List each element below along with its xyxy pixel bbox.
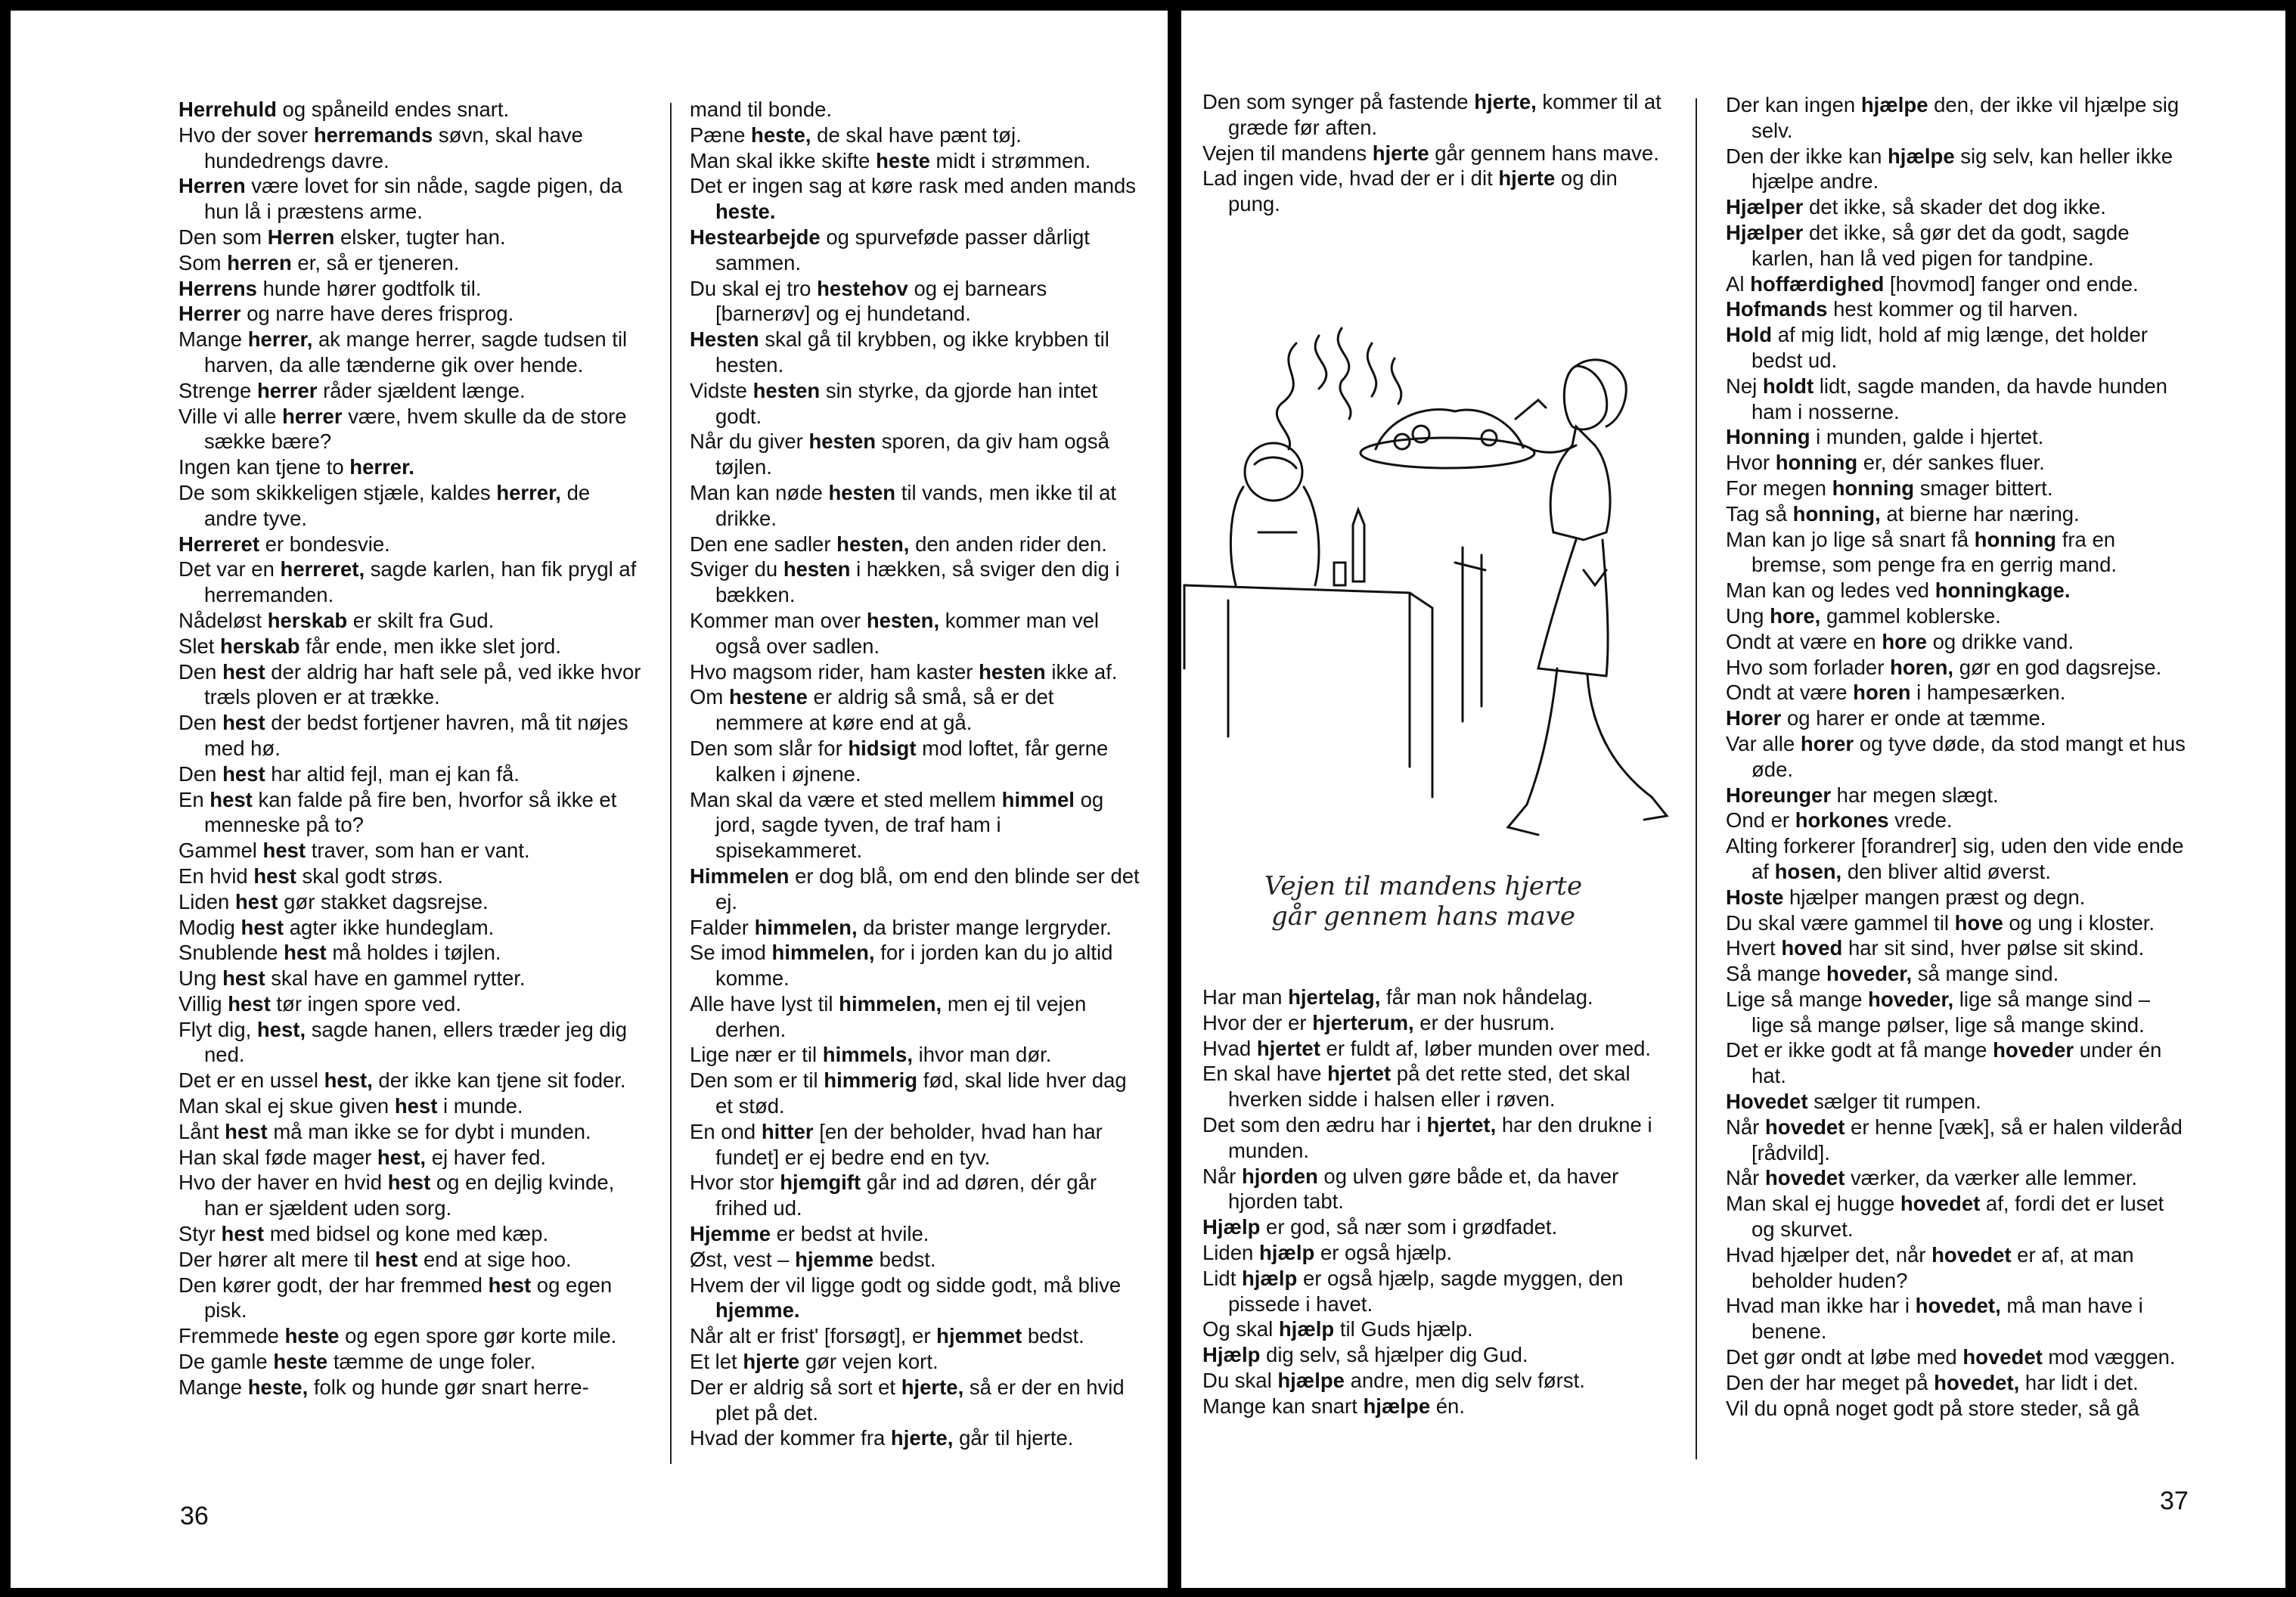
proverb-entry: Slet herskab får ende, men ikke slet jord. [178, 634, 561, 658]
proverb-entry: Den der har meget på hovedet, har lidt i det. [1726, 1370, 2139, 1394]
proverb-entry: Når du giver hesten sporen, da giv ham også tøjlen. [690, 429, 1109, 479]
proverb-entry: Hvad hjertet er fuldt af, løber munden over med. [1202, 1036, 1652, 1060]
proverb-entry: Herrer og narre have deres frisprog. [178, 302, 514, 326]
proverb-entry: Lidt hjælp er også hjælp, sagde myggen, den pissede i havet. [1202, 1266, 1624, 1316]
proverb-entry: Den ene sadler hesten, den anden rider den. [690, 532, 1107, 556]
proverb-entry: Pæne heste, de skal have pænt tøj. [690, 122, 1022, 147]
proverb-entry: Den som Herren elsker, tugter han. [178, 225, 506, 249]
proverb-entry: En skal have hjertet på det rette sted, det skal hverken sidde i halsen eller i røven. [1202, 1062, 1630, 1112]
left-page-column-1 [178, 97, 641, 1400]
page-number: 37 [2160, 1487, 2189, 1515]
proverb-entry: Nej holdt lidt, sagde manden, da havde hunden ham i nosserne. [1726, 374, 2167, 423]
proverb-entry: Hvem der vil ligge godt og sidde godt, må blive hjemme. [690, 1273, 1122, 1323]
proverb-entry: Den som er til himmerig fød, skal lide hver dag et stød. [690, 1068, 1127, 1118]
proverb-entry: Hvad man ikke har i hovedet, må man have i benene. [1726, 1294, 2143, 1344]
proverb-entry: Det er ikke godt at få mange hoveder under én hat. [1726, 1038, 2162, 1088]
proverb-entry: Hvo der sover herremands søvn, skal have hundedrengs davre. [178, 122, 583, 172]
proverb-entry: Den hest der aldrig har haft sele på, ved ikke hvor træls ploven er at trække. [178, 659, 641, 709]
proverb-entry: Liden hjælp er også hjælp. [1202, 1240, 1453, 1264]
proverb-entry: Har man hjertelag, får man nok håndelag. [1202, 985, 1593, 1009]
right-page-column-1-bottom [1202, 985, 1665, 1419]
proverb-entry: Man skal ej hugge hovedet af, fordi det er luset og skurvet. [1726, 1192, 2164, 1242]
proverb-entry: Det er ingen sag at køre rask med anden mands heste. [690, 174, 1137, 224]
proverb-entry: Ville vi alle herrer være, hvem skulle da de store sække bære? [178, 404, 627, 454]
proverb-entry: Hovedet sælger tit rumpen. [1726, 1090, 1981, 1114]
proverb-entry: Horer og harer er onde at tæmme. [1726, 706, 2046, 730]
proverb-entry: Hjælper det ikke, så skader det dog ikke. [1726, 195, 2106, 219]
proverb-entry: Den der ikke kan hjælpe sig selv, kan heller ikke hjælpe andre. [1726, 144, 2173, 194]
proverb-entry: Du skal være gammel til hove og ung i kloster. [1726, 910, 2155, 935]
proverb-entry: Et let hjerte gør vejen kort. [690, 1350, 939, 1374]
proverb-entry: Nådeløst herskab er skilt fra Gud. [178, 608, 495, 632]
proverb-entry: Det som den ædru har i hjertet, har den drukne i munden. [1202, 1112, 1652, 1162]
proverb-entry: Når hjorden og ulven gøre både et, da haver hjorden tabt. [1202, 1164, 1619, 1214]
proverb-entry: Herrens hunde hører godtfolk til. [178, 276, 482, 300]
proverb-entry: Mange kan snart hjælpe én. [1202, 1394, 1465, 1418]
proverb-entry: Alting forkerer [forandrer] sig, uden den vide ende af hosen, den bliver altid øverst. [1726, 834, 2184, 883]
proverb-entry: Ondt at være en hore og drikke vand. [1726, 629, 2074, 653]
proverb-entry: Hvo magsom rider, ham kaster hesten ikke af. [690, 659, 1118, 684]
proverb-entry: Man skal ikke skifte heste midt i strømmen. [690, 148, 1091, 172]
column-rule [670, 103, 672, 1464]
proverb-entry: Vejen til mandens hjerte går gennem hans mave. [1202, 141, 1659, 165]
proverb-entry: Himmelen er dog blå, om end den blinde ser det ej. [690, 864, 1140, 913]
proverb-entry: Al hoffærdighed [hovmod] fanger ond ende. [1726, 271, 2139, 296]
proverb-entry: Ung hest skal have en gammel rytter. [178, 966, 526, 991]
proverb-entry: Mange herrer, ak mange herrer, sagde tudsen til harven, da alle tænderne gik over hende. [178, 327, 628, 377]
right-page-column-2 [1726, 92, 2187, 1421]
proverb-entry: Herrehuld og spåneild endes snart. [178, 98, 510, 121]
proverb-entry: Herreret er bondesvie. [178, 532, 390, 556]
proverb-entry: Hofmands hest kommer og til harven. [1726, 297, 2079, 321]
proverb-entry: For megen honning smager bittert. [1726, 476, 2053, 500]
page-number: 36 [180, 1502, 209, 1530]
proverb-entry: Du skal ej tro hestehov og ej barnears [barnerøv] og ej hundetand. [690, 276, 1047, 326]
proverb-entry: Lige nær er til himmels, ihvor man dør. [690, 1043, 1052, 1067]
proverb-entry: Hvad der kommer fra hjerte, går til hjerte. [690, 1426, 1074, 1450]
proverb-entry: Den hest har altid fejl, man ej kan få. [178, 761, 520, 786]
caption-line-2: går gennem hans mave [1271, 901, 1576, 932]
proverb-entry: Snublende hest må holdes i tøjlen. [178, 941, 501, 965]
proverb-entry: Der hører alt mere til hest end at sige hoo. [178, 1247, 572, 1271]
proverb-entry: Liden hest gør stakket dagsrejse. [178, 889, 489, 913]
proverb-entry: Hesten skal gå til krybben, og ikke krybben til hesten. [690, 327, 1109, 377]
proverb-entry: Honning i munden, galde i hjertet. [1726, 425, 2044, 449]
proverb-entry: Hjemme er bedst at hvile. [690, 1222, 929, 1246]
left-page-column-2 [690, 97, 1146, 1451]
proverb-entry: Det var en herreret, sagde karlen, han fik prygl af herremanden. [178, 557, 637, 607]
proverb-entry: Når alt er frist' [forsøgt], er hjemmet bedst. [690, 1324, 1084, 1348]
proverb-entry: Lånt hest må man ikke se for dybt i munden. [178, 1119, 591, 1143]
illustration-caption [1227, 871, 1620, 932]
proverb-entry: Flyt dig, hest, sagde hanen, ellers træder jeg dig ned. [178, 1017, 628, 1067]
proverb-entry: Vidste hesten sin styrke, da gjorde han intet godt. [690, 378, 1098, 428]
proverb-entry: Hvor stor hjemgift går ind ad døren, dér går frihed ud. [690, 1171, 1097, 1220]
proverb-entry: Der kan ingen hjælpe den, der ikke vil hjælpe sig selv. [1726, 93, 2180, 142]
proverb-entry: Var alle horer og tyve døde, da stod mangt et hus øde. [1726, 731, 2186, 781]
proverb-entry: Falder himmelen, da brister mange lergryder. [690, 915, 1112, 939]
right-page-column-1-top [1202, 89, 1665, 217]
proverb-entry: Hjælper det ikke, så gør det da godt, sagde karlen, han lå ved pigen for tandpine. [1726, 220, 2130, 270]
proverb-entry: Villig hest tør ingen spore ved. [178, 991, 461, 1016]
proverb-entry: Det gør ondt at løbe med hovedet mod væggen. [1726, 1345, 2176, 1369]
proverb-entry: Hvo der haver en hvid hest og en dejlig kvinde, han er sjældent uden sorg. [178, 1171, 615, 1220]
proverb-entry: Den som slår for hidsigt mod loftet, får gerne kalken i øjnene. [690, 736, 1109, 786]
proverb-entry: Øst, vest – hjemme bedst. [690, 1247, 936, 1271]
proverb-entry: En hest kan falde på fire ben, hvorfor så ikke et menneske på to? [178, 787, 617, 837]
proverb-entry: Horeunger har megen slægt. [1726, 783, 1999, 807]
proverb-entry: De gamle heste tæmme de unge foler. [178, 1350, 536, 1374]
proverb-entry: Den hest der bedst fortjener havren, må tit nøjes med hø. [178, 711, 628, 760]
proverb-entry: Se imod himmelen, for i jorden kan du jo altid komme. [690, 941, 1113, 991]
proverb-entry: Man skal ej skue given hest i munde. [178, 1094, 523, 1118]
proverb-entry: Du skal hjælpe andre, men dig selv først. [1202, 1368, 1585, 1392]
proverb-entry: Herren være lovet for sin nåde, sagde pigen, da hun lå i præstens arme. [178, 174, 623, 224]
proverb-entry: Man kan og ledes ved honningkage. [1726, 578, 2071, 603]
proverb-entry: Hvad hjælper det, når hovedet er af, at man beholder huden? [1726, 1242, 2134, 1292]
proverb-entry: Lad ingen vide, hvad der er i dit hjerte og din pung. [1202, 166, 1618, 216]
proverb-entry: Han skal føde mager hest, ej haver fed. [178, 1145, 547, 1169]
waitress-serving-roast-illustration [1183, 313, 1682, 880]
proverb-entry: En ond hitter [en der beholder, hvad han har fundet] er ej bedre end en tyv. [690, 1119, 1103, 1169]
proverb-entry: Hvor honning er, dér sankes fluer. [1726, 451, 2045, 475]
proverb-entry: Alle have lyst til himmelen, men ej til vejen derhen. [690, 991, 1087, 1041]
proverb-entry: Vil du opnå noget godt på store steder, så gå [1726, 1396, 2139, 1420]
proverb-entry: Når hovedet værker, da værker alle lemmer. [1726, 1166, 2138, 1190]
proverb-entry: Den kører godt, der har fremmed hest og egen pisk. [178, 1273, 613, 1323]
proverb-entry: Den som synger på fastende hjerte, kommer til at græde før aften. [1202, 90, 1661, 139]
proverb-entry: Modig hest agter ikke hundeglam. [178, 915, 495, 939]
proverb-entry: En hvid hest skal godt strøs. [178, 864, 444, 888]
proverb-entry: Hoste hjælper mangen præst og degn. [1726, 885, 2086, 909]
proverb-entry: Mange heste, folk og hunde gør snart herre- [178, 1375, 589, 1399]
proverb-entry: Hjælp dig selv, så hjælper dig Gud. [1202, 1343, 1528, 1367]
proverb-entry: Kommer man over hesten, kommer man vel også over sadlen. [690, 608, 1099, 658]
proverb-entry: Hold af mig lidt, hold af mig længe, det holder bedst ud. [1726, 323, 2148, 372]
proverb-entry: Man skal da være et sted mellem himmel og jord, sagde tyven, de traf ham i spisekammeret. [690, 787, 1104, 863]
proverb-entry: Ondt at være horen i hampesærken. [1726, 681, 2066, 705]
proverb-entry: Man kan jo lige så snart få honning fra en bremse, som penge fra en gerrig mand. [1726, 527, 2118, 577]
proverb-entry: Strenge herrer råder sjældent længe. [178, 378, 526, 402]
proverb-entry: Om hestene er aldrig så små, så er det nemmere at køre end at gå. [690, 685, 1054, 735]
proverb-entry: Som herren er, så er tjeneren. [178, 250, 460, 274]
proverb-entry: Lige så mange hoveder, lige så mange sind – lige så mange pølser, lige så mange skind. [1726, 987, 2151, 1037]
proverb-entry: Gammel hest traver, som han er vant. [178, 839, 530, 863]
proverb-entry: Hvert hoved har sit sind, hver pølse sit skind. [1726, 936, 2145, 960]
proverb-entry: Når hovedet er henne [væk], så er halen vilderåd [rådvild]. [1726, 1115, 2183, 1164]
proverb-entry: De som skikkeligen stjæle, kaldes herrer, de andre tyve. [178, 480, 591, 530]
proverb-entry: Hvo som forlader horen, gør en god dagsrejse. [1726, 655, 2162, 679]
proverb-entry: Man kan nøde hesten til vands, men ikke til at drikke. [690, 480, 1116, 530]
proverb-entry: Ingen kan tjene to herrer. [178, 455, 414, 479]
proverb-entry: Og skal hjælp til Guds hjælp. [1202, 1317, 1473, 1341]
right-page [1181, 11, 2285, 1588]
proverb-entry: Hvor der er hjerterum, er der husrum. [1202, 1010, 1556, 1034]
proverb-entry: Sviger du hesten i hækken, så sviger den dig i bækken. [690, 557, 1120, 607]
proverb-entry: Der er aldrig så sort et hjerte, så er der en hvid plet på det. [690, 1375, 1125, 1425]
caption-line-1: Vejen til mandens hjerte [1264, 871, 1583, 901]
proverb-entry: Ond er horkones vrede. [1726, 808, 1953, 833]
left-page [11, 11, 1168, 1588]
proverb-entry: Ung hore, gammel koblerske. [1726, 603, 2001, 628]
proverb-entry: Styr hest med bidsel og kone med kæp. [178, 1222, 549, 1246]
proverb-entry: Det er en ussel hest, der ikke kan tjene sit foder. [178, 1068, 626, 1093]
proverb-entry: Hjælp er god, så nær som i grødfadet. [1202, 1215, 1558, 1239]
proverb-entry: Fremmede heste og egen spore gør korte mile. [178, 1324, 617, 1348]
proverb-entry: Hestearbejde og spurveføde passer dårligt sammen. [690, 225, 1090, 274]
proverb-entry: Tag så honning, at bierne har næring. [1726, 501, 2080, 526]
proverb-entry: mand til bonde. [690, 98, 833, 121]
column-rule [1696, 98, 1697, 1459]
proverb-entry: Så mange hoveder, så mange sind. [1726, 962, 2059, 986]
